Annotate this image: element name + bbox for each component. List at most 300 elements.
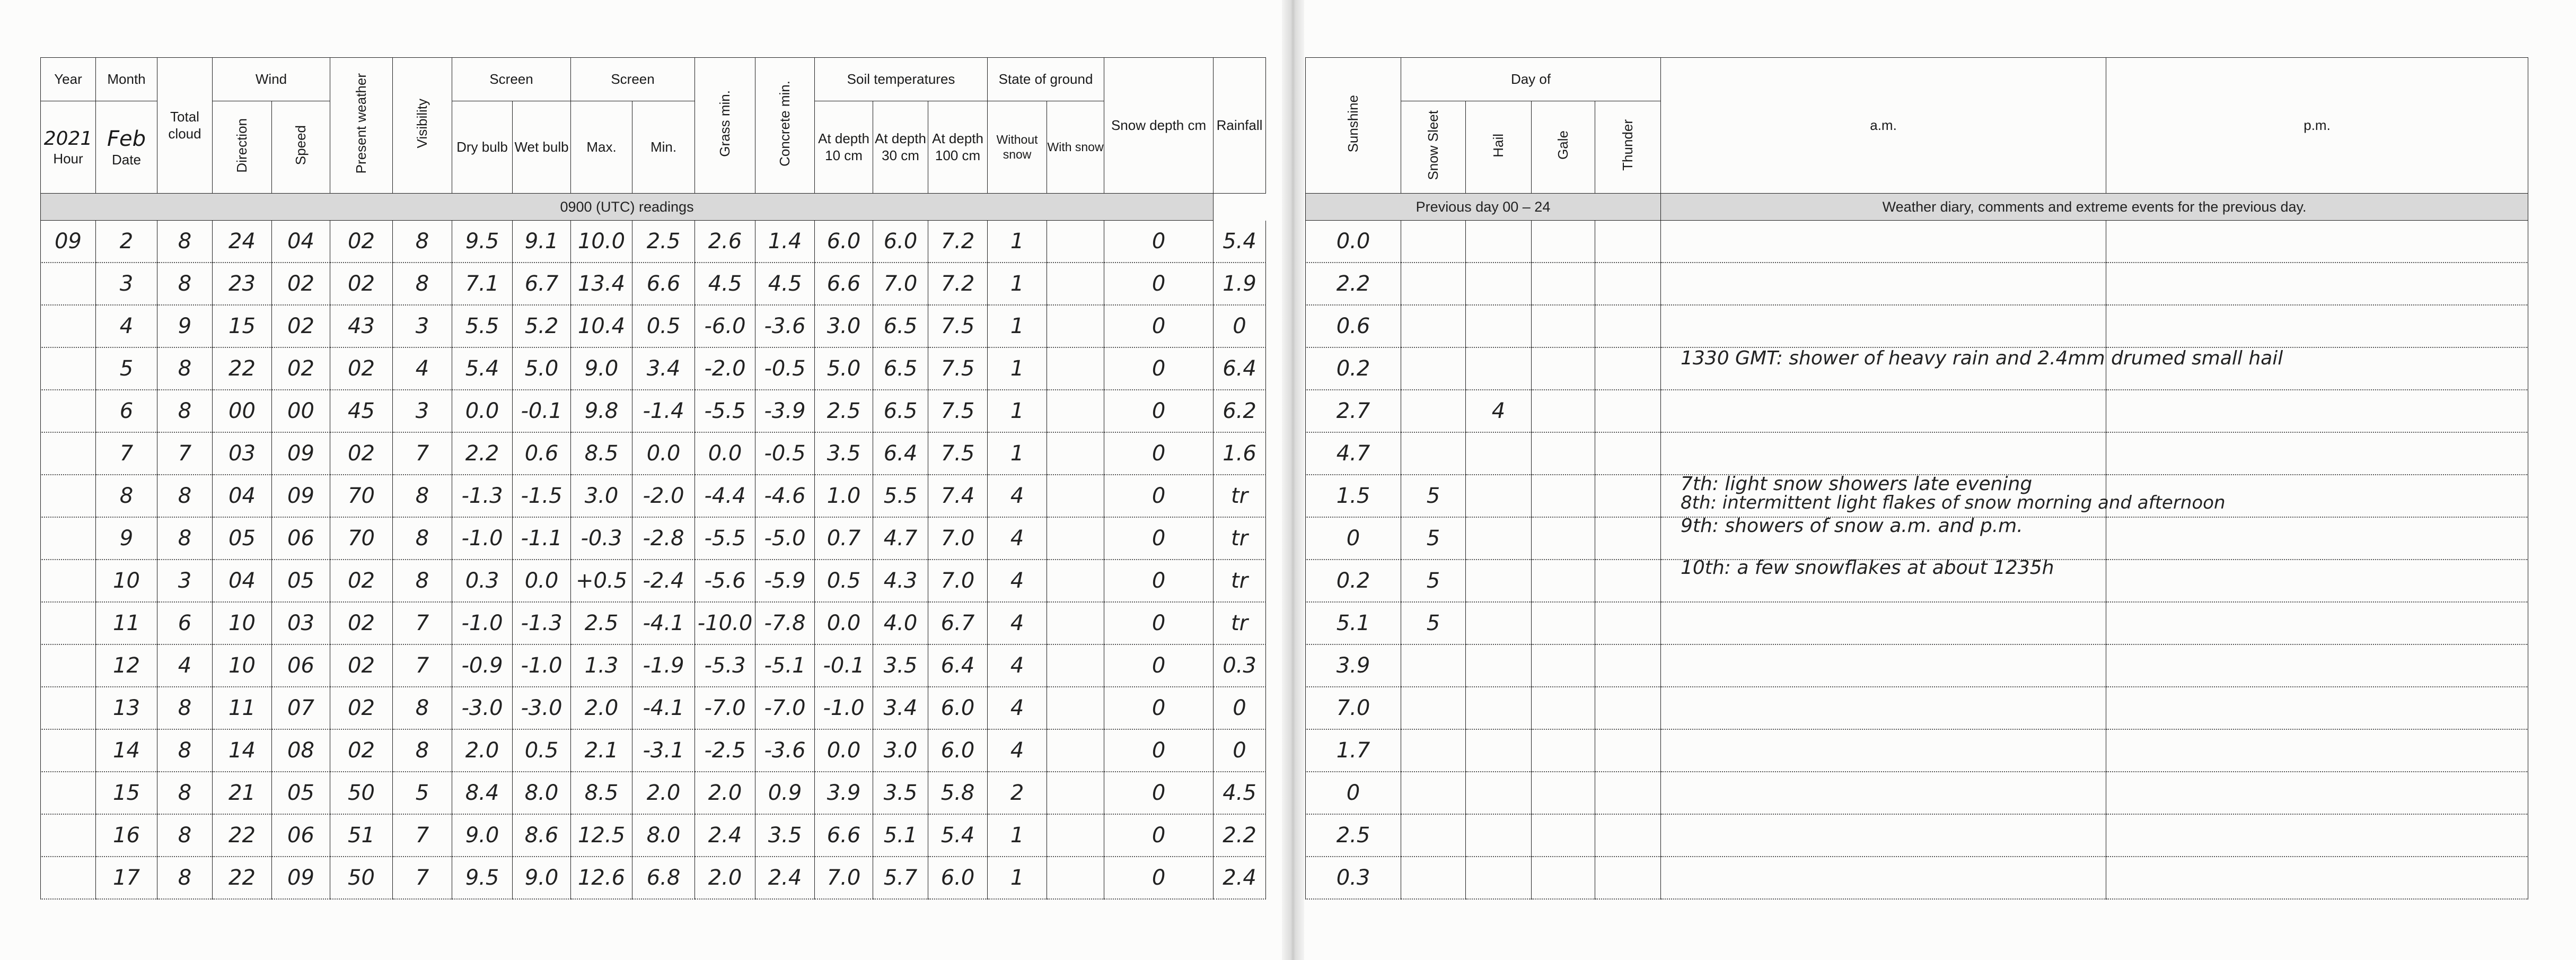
pm-diary-cell (2106, 221, 2528, 263)
hail-cell (1466, 305, 1532, 347)
soil-10cm-cell: -0.1 (815, 644, 873, 687)
present-weather-cell: 50 (330, 772, 393, 814)
wind-speed-cell: 09 (272, 432, 330, 475)
concrete-min-cell: -7.0 (755, 687, 815, 729)
rainfall-cell: tr (1214, 517, 1266, 560)
direction-header: Direction (213, 101, 272, 194)
screen-max-cell: 13.4 (571, 263, 632, 305)
table-row (41, 347, 1266, 390)
wet-bulb-cell: 6.7 (513, 263, 571, 305)
snow-depth-cell: 0 (1104, 857, 1214, 899)
ground-with-snow-cell (1047, 475, 1104, 517)
soil-10cm-cell: 3.9 (815, 772, 873, 814)
total-cloud-cell: 3 (157, 560, 213, 602)
soil-30cm-cell: 5.1 (873, 814, 928, 857)
soil-100cm-cell: 5.8 (928, 772, 988, 814)
screen-min-cell: -1.9 (632, 644, 695, 687)
gale-cell (1532, 729, 1595, 772)
soil-temps-header: Soil temperatures (815, 58, 988, 101)
hail-cell (1466, 772, 1532, 814)
date-cell: 3 (96, 263, 157, 305)
ground-with-snow-cell (1047, 432, 1104, 475)
thunder-cell (1595, 517, 1661, 560)
rainfall-cell: 6.4 (1214, 347, 1266, 390)
ground-without-snow-cell: 1 (988, 814, 1047, 857)
hour-cell (41, 772, 96, 814)
soil-100cm-cell: 6.0 (928, 857, 988, 899)
table-row (1306, 814, 2528, 857)
snow-sleet-header: Snow Sleet (1401, 101, 1466, 194)
screen-header: Screen (452, 58, 571, 101)
screen-max-cell: 9.8 (571, 390, 632, 432)
hail-cell (1466, 687, 1532, 729)
present-weather-cell: 02 (330, 347, 393, 390)
snow-depth-cell: 0 (1104, 814, 1214, 857)
grass-min-cell: -5.6 (695, 560, 755, 602)
concrete-min-cell: -4.6 (755, 475, 815, 517)
date-cell: 13 (96, 687, 157, 729)
readings-band: 0900 (UTC) readings (41, 194, 1214, 221)
date-cell: 4 (96, 305, 157, 347)
diary-band: Weather diary, comments and extreme events for the previous day. (1661, 194, 2528, 221)
dry-bulb-cell: 5.5 (452, 305, 513, 347)
date-label: Date (112, 151, 141, 168)
screen-max-cell: 9.0 (571, 347, 632, 390)
rainfall-cell: 0 (1214, 305, 1266, 347)
wet-bulb-cell: -0.1 (513, 390, 571, 432)
screen-min-cell: -2.4 (632, 560, 695, 602)
grass-min-cell: 2.6 (695, 221, 755, 263)
rainfall-cell: 1.6 (1214, 432, 1266, 475)
wet-bulb-cell: 0.6 (513, 432, 571, 475)
soil-100cm-cell: 7.2 (928, 221, 988, 263)
soil-10cm-cell: 5.0 (815, 347, 873, 390)
ground-with-snow-cell (1047, 347, 1104, 390)
dry-bulb-cell: -0.9 (452, 644, 513, 687)
present-weather-cell: 02 (330, 687, 393, 729)
soil-10cm-cell: 1.0 (815, 475, 873, 517)
snow-sleet-cell (1401, 390, 1466, 432)
pm-diary-cell (2106, 263, 2528, 305)
concrete-min-cell: 4.5 (755, 263, 815, 305)
dry-bulb-cell: 9.0 (452, 814, 513, 857)
soil-30cm-cell: 4.7 (873, 517, 928, 560)
thunder-cell (1595, 432, 1661, 475)
ground-without-snow-cell: 1 (988, 305, 1047, 347)
daily-readings-table (40, 57, 1266, 900)
soil-100cm-cell: 6.0 (928, 729, 988, 772)
month-date-cell (96, 101, 157, 194)
screen-max-cell: 2.5 (571, 602, 632, 644)
present-weather-cell: 02 (330, 602, 393, 644)
screen-max-cell: 12.6 (571, 857, 632, 899)
am-diary-cell (1661, 857, 2106, 899)
pm-diary-cell (2106, 560, 2528, 602)
soil-30cm-cell: 6.5 (873, 305, 928, 347)
wind-direction-cell: 24 (213, 221, 272, 263)
total-cloud-cell: 8 (157, 857, 213, 899)
visibility-cell: 5 (393, 772, 452, 814)
total-cloud-cell: 8 (157, 772, 213, 814)
snow-sleet-cell: 5 (1401, 560, 1466, 602)
gale-cell (1532, 560, 1595, 602)
date-cell: 6 (96, 390, 157, 432)
screen-min-cell: -4.1 (632, 602, 695, 644)
hail-cell (1466, 475, 1532, 517)
soil-30cm-cell: 6.5 (873, 347, 928, 390)
hail-cell (1466, 432, 1532, 475)
gale-cell (1532, 305, 1595, 347)
soil-30cm-cell: 3.5 (873, 772, 928, 814)
concrete-min-cell: -0.5 (755, 347, 815, 390)
soil-100cm-header: At depth 100 cm (928, 101, 988, 194)
snow-depth-cell: 0 (1104, 560, 1214, 602)
screen-max-cell: 10.0 (571, 221, 632, 263)
visibility-cell: 8 (393, 517, 452, 560)
visibility-cell: 7 (393, 432, 452, 475)
soil-30cm-cell: 6.0 (873, 221, 928, 263)
concrete-min-cell: 0.9 (755, 772, 815, 814)
soil-100cm-cell: 6.0 (928, 687, 988, 729)
gale-cell (1532, 814, 1595, 857)
wet-bulb-cell: 9.1 (513, 221, 571, 263)
date-cell: 7 (96, 432, 157, 475)
gale-header: Gale (1532, 101, 1595, 194)
gale-cell (1532, 475, 1595, 517)
sunshine-cell: 1.5 (1306, 475, 1401, 517)
sunshine-cell: 0 (1306, 517, 1401, 560)
state-of-ground-header: State of ground (988, 58, 1104, 101)
wind-direction-cell: 22 (213, 347, 272, 390)
diary-entry: 1330 GMT: shower of heavy rain and 2.4mm drumed small hail (1681, 347, 2283, 369)
snow-depth-cell: 0 (1104, 305, 1214, 347)
speed-header: Speed (272, 101, 330, 194)
hour-cell (41, 475, 96, 517)
soil-10cm-cell: 0.7 (815, 517, 873, 560)
grass-min-cell: -10.0 (695, 602, 755, 644)
rainfall-cell: 6.2 (1214, 390, 1266, 432)
ground-with-snow-cell (1047, 305, 1104, 347)
gale-cell (1532, 263, 1595, 305)
sunshine-cell: 4.7 (1306, 432, 1401, 475)
present-weather-cell: 70 (330, 475, 393, 517)
table-row (1306, 857, 2528, 899)
sunshine-cell: 3.9 (1306, 644, 1401, 687)
screen-min-cell: 0.0 (632, 432, 695, 475)
soil-100cm-cell: 6.7 (928, 602, 988, 644)
wind-speed-cell: 07 (272, 687, 330, 729)
ground-without-snow-cell: 2 (988, 772, 1047, 814)
year-hour-cell (41, 101, 96, 194)
rainfall-cell: 2.4 (1214, 857, 1266, 899)
snow-depth-cell: 0 (1104, 221, 1214, 263)
present-weather-cell: 51 (330, 814, 393, 857)
total-cloud-cell: 8 (157, 390, 213, 432)
total-cloud-cell: 8 (157, 687, 213, 729)
screen-min-cell: -2.0 (632, 475, 695, 517)
present-weather-cell: 02 (330, 644, 393, 687)
present-weather-cell: 02 (330, 729, 393, 772)
ground-without-snow-cell: 1 (988, 857, 1047, 899)
ground-with-snow-cell (1047, 644, 1104, 687)
snow-depth-cell: 0 (1104, 475, 1214, 517)
thunder-header: Thunder (1595, 101, 1661, 194)
gale-cell (1532, 432, 1595, 475)
am-diary-cell (1661, 687, 2106, 729)
wind-speed-cell: 09 (272, 857, 330, 899)
soil-100cm-cell: 6.4 (928, 644, 988, 687)
sunshine-cell: 2.7 (1306, 390, 1401, 432)
grass-min-cell: -6.0 (695, 305, 755, 347)
wind-direction-cell: 04 (213, 475, 272, 517)
snow-sleet-cell (1401, 221, 1466, 263)
hour-cell (41, 305, 96, 347)
screen-min-cell: -3.1 (632, 729, 695, 772)
dry-bulb-cell: 0.0 (452, 390, 513, 432)
hail-cell (1466, 560, 1532, 602)
soil-100cm-cell: 7.0 (928, 517, 988, 560)
wind-speed-cell: 00 (272, 390, 330, 432)
present-weather-cell: 02 (330, 263, 393, 305)
visibility-cell: 3 (393, 390, 452, 432)
table-row (1306, 432, 2528, 475)
screen-min-cell: -2.8 (632, 517, 695, 560)
snow-depth-cell: 0 (1104, 602, 1214, 644)
soil-10cm-cell: 0.0 (815, 602, 873, 644)
dry-bulb-cell: -1.0 (452, 602, 513, 644)
visibility-cell: 3 (393, 305, 452, 347)
am-diary-cell (1661, 432, 2106, 475)
table-row (1306, 263, 2528, 305)
concrete-min-cell: -7.8 (755, 602, 815, 644)
snow-depth-cell: 0 (1104, 432, 1214, 475)
total-cloud-cell: 4 (157, 644, 213, 687)
soil-30cm-cell: 3.5 (873, 644, 928, 687)
wet-bulb-cell: 8.0 (513, 772, 571, 814)
hour-cell (41, 687, 96, 729)
table-row (1306, 305, 2528, 347)
present-weather-cell: 02 (330, 560, 393, 602)
total-cloud-cell: 7 (157, 432, 213, 475)
date-cell: 17 (96, 857, 157, 899)
wet-bulb-cell: 9.0 (513, 857, 571, 899)
wet-bulb-cell: 5.0 (513, 347, 571, 390)
hail-cell (1466, 602, 1532, 644)
am-header: a.m. (1661, 58, 2106, 194)
grass-min-cell: 2.4 (695, 814, 755, 857)
ground-without-snow-cell: 4 (988, 687, 1047, 729)
soil-10cm-cell: 0.5 (815, 560, 873, 602)
thunder-cell (1595, 687, 1661, 729)
thunder-cell (1595, 475, 1661, 517)
table-row (1306, 221, 2528, 263)
grass-min-cell: 4.5 (695, 263, 755, 305)
sunshine-cell: 1.7 (1306, 729, 1401, 772)
am-diary-cell (1661, 772, 2106, 814)
table-row (41, 560, 1266, 602)
screen-min-cell: -4.1 (632, 687, 695, 729)
am-diary-cell (1661, 305, 2106, 347)
soil-10cm-cell: 3.5 (815, 432, 873, 475)
total-cloud-cell: 8 (157, 347, 213, 390)
screen-min-cell: 2.5 (632, 221, 695, 263)
wind-direction-cell: 22 (213, 857, 272, 899)
rainfall-cell: 5.4 (1214, 221, 1266, 263)
snow-sleet-cell (1401, 432, 1466, 475)
soil-10cm-cell: 6.0 (815, 221, 873, 263)
date-cell: 14 (96, 729, 157, 772)
grass-min-header: Grass min. (695, 58, 755, 194)
hour-cell (41, 857, 96, 899)
day-of-header: Day of (1401, 58, 1661, 101)
gale-cell (1532, 857, 1595, 899)
soil-10cm-cell: -1.0 (815, 687, 873, 729)
wind-direction-cell: 21 (213, 772, 272, 814)
snow-sleet-cell (1401, 814, 1466, 857)
ground-without-snow-cell: 4 (988, 644, 1047, 687)
table-row (41, 814, 1266, 857)
soil-10cm-cell: 2.5 (815, 390, 873, 432)
rainfall-cell: 0 (1214, 729, 1266, 772)
snow-sleet-cell (1401, 857, 1466, 899)
hail-cell (1466, 814, 1532, 857)
thunder-cell (1595, 644, 1661, 687)
hour-cell (41, 347, 96, 390)
am-diary-cell (1661, 602, 2106, 644)
present-weather-cell: 50 (330, 857, 393, 899)
grass-min-cell: -4.4 (695, 475, 755, 517)
soil-10cm-cell: 6.6 (815, 263, 873, 305)
concrete-min-cell: 3.5 (755, 814, 815, 857)
date-cell: 2 (96, 221, 157, 263)
year-header: Year (41, 58, 96, 101)
pm-diary-cell (2106, 432, 2528, 475)
screen-max-cell: 8.5 (571, 432, 632, 475)
gale-cell (1532, 602, 1595, 644)
grass-min-cell: -7.0 (695, 687, 755, 729)
soil-100cm-cell: 7.5 (928, 305, 988, 347)
snow-depth-cell: 0 (1104, 263, 1214, 305)
concrete-min-cell: -3.6 (755, 729, 815, 772)
hour-cell (41, 602, 96, 644)
wind-direction-cell: 00 (213, 390, 272, 432)
thunder-cell (1595, 560, 1661, 602)
grass-min-cell: -2.0 (695, 347, 755, 390)
snow-depth-cell: 0 (1104, 347, 1214, 390)
dry-bulb-cell: 5.4 (452, 347, 513, 390)
snow-depth-cell: 0 (1104, 517, 1214, 560)
gale-cell (1532, 687, 1595, 729)
soil-30cm-cell: 5.7 (873, 857, 928, 899)
ground-without-snow-cell: 4 (988, 560, 1047, 602)
table-row (1306, 602, 2528, 644)
am-diary-cell (1661, 814, 2106, 857)
pm-diary-cell (2106, 644, 2528, 687)
visibility-cell: 7 (393, 857, 452, 899)
sunshine-header: Sunshine (1306, 58, 1401, 194)
diary-entry: 9th: showers of snow a.m. and p.m. (1681, 515, 2023, 537)
wind-speed-cell: 02 (272, 347, 330, 390)
previous-day-band: Previous day 00 – 24 (1306, 194, 1661, 221)
thunder-cell (1595, 263, 1661, 305)
soil-10cm-cell: 0.0 (815, 729, 873, 772)
thunder-cell (1595, 857, 1661, 899)
sunshine-cell: 0.2 (1306, 347, 1401, 390)
table-row (41, 517, 1266, 560)
hail-header: Hail (1466, 101, 1532, 194)
dry-bulb-cell: -1.0 (452, 517, 513, 560)
screen-min-cell: 3.4 (632, 347, 695, 390)
dry-bulb-cell: 9.5 (452, 857, 513, 899)
table-row (41, 602, 1266, 644)
present-weather-cell: 45 (330, 390, 393, 432)
sunshine-cell: 0.2 (1306, 560, 1401, 602)
soil-30cm-cell: 5.5 (873, 475, 928, 517)
dry-bulb-header: Dry bulb (452, 101, 513, 194)
wind-direction-cell: 10 (213, 602, 272, 644)
wind-speed-cell: 02 (272, 263, 330, 305)
ground-with-snow-cell (1047, 602, 1104, 644)
total-cloud-cell: 8 (157, 517, 213, 560)
pm-diary-cell (2106, 602, 2528, 644)
dry-bulb-cell: 0.3 (452, 560, 513, 602)
wind-header: Wind (213, 58, 330, 101)
snow-depth-cell: 0 (1104, 390, 1214, 432)
sunshine-cell: 2.2 (1306, 263, 1401, 305)
rainfall-cell: 4.5 (1214, 772, 1266, 814)
screen-max-cell: 12.5 (571, 814, 632, 857)
visibility-cell: 8 (393, 560, 452, 602)
soil-30cm-cell: 4.0 (873, 602, 928, 644)
ground-without-snow-cell: 4 (988, 475, 1047, 517)
screen-max-cell: -0.3 (571, 517, 632, 560)
diary-entry: 10th: a few snowflakes at about 1235h (1681, 557, 2054, 579)
table-row (41, 687, 1266, 729)
screen-min-cell: 0.5 (632, 305, 695, 347)
concrete-min-cell: -0.5 (755, 432, 815, 475)
hour-label: Hour (53, 150, 83, 167)
concrete-min-header: Concrete min. (755, 58, 815, 194)
present-weather-header: Present weather (330, 58, 393, 194)
screen-min-cell: -1.4 (632, 390, 695, 432)
wind-direction-cell: 03 (213, 432, 272, 475)
wet-bulb-cell: 0.0 (513, 560, 571, 602)
ground-without-snow-cell: 4 (988, 602, 1047, 644)
wind-speed-cell: 05 (272, 772, 330, 814)
present-weather-cell: 02 (330, 432, 393, 475)
soil-100cm-cell: 7.5 (928, 432, 988, 475)
sunshine-cell: 0 (1306, 772, 1401, 814)
snow-depth-cell: 0 (1104, 687, 1214, 729)
hour-cell (41, 644, 96, 687)
rainfall-cell: 0 (1214, 687, 1266, 729)
wind-speed-cell: 06 (272, 644, 330, 687)
pm-diary-cell (2106, 857, 2528, 899)
grass-min-cell: 0.0 (695, 432, 755, 475)
rainfall-cell: 1.9 (1214, 263, 1266, 305)
screen-max-cell: 2.1 (571, 729, 632, 772)
rainfall-cell: 0.3 (1214, 644, 1266, 687)
page-gutter (1282, 0, 1304, 960)
max-header: Max. (571, 101, 632, 194)
ground-without-snow-cell: 4 (988, 517, 1047, 560)
soil-10cm-cell: 6.6 (815, 814, 873, 857)
rainfall-cell: tr (1214, 602, 1266, 644)
table-row (41, 729, 1266, 772)
sunshine-cell: 0.3 (1306, 857, 1401, 899)
month-header: Month (96, 58, 157, 101)
sunshine-cell: 0.0 (1306, 221, 1401, 263)
